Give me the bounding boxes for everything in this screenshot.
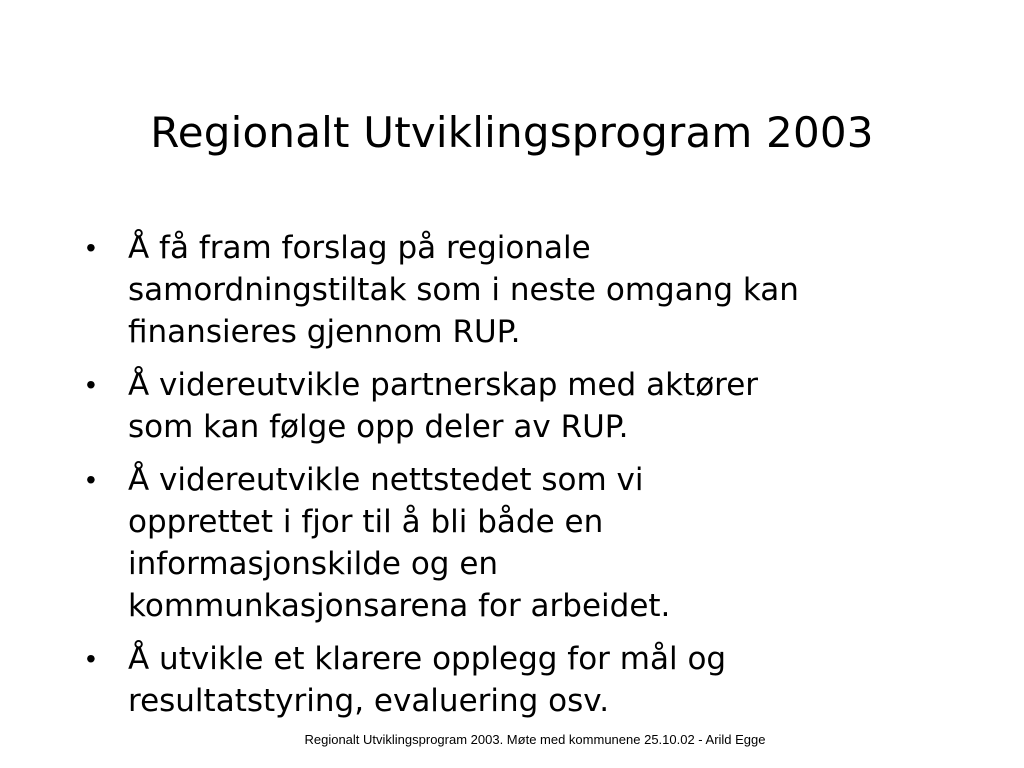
bullet-marker: • (86, 464, 96, 495)
bullet-line: Å videreutvikle nettstedet som vi (128, 462, 644, 498)
bullet-line: finansieres gjennom RUP. (128, 314, 521, 350)
bullet-item (86, 459, 926, 627)
bullet-list (86, 227, 926, 733)
bullet-line: Å videreutvikle partnerskap med aktører (128, 367, 759, 403)
slide-title: Regionalt Utviklingsprogram 2003 (150, 108, 874, 157)
bullet-line: som kan følge opp deler av RUP. (128, 409, 629, 445)
bullet-line: opprettet i fjor til å bli både en (128, 504, 604, 540)
bullet-item (86, 638, 926, 722)
bullet-line: Å utvikle et klarere opplegg for mål og (128, 641, 727, 677)
bullet-marker: • (86, 643, 96, 674)
bullet-marker: • (86, 232, 96, 263)
bullet-marker: • (86, 369, 96, 400)
bullet-line: Å få fram forslag på regionale (128, 230, 591, 266)
slide-footer: Regionalt Utviklingsprogram 2003. Møte med kommunene 25.10.02 - Arild Egge (304, 732, 766, 747)
bullet-item (86, 364, 926, 448)
bullet-line: kommunkasjonsarena for arbeidet. (128, 588, 671, 624)
bullet-line: resultatstyring, evaluering osv. (128, 683, 610, 719)
bullet-line: samordningstiltak som i neste omgang kan (128, 272, 799, 308)
bullet-item (86, 227, 926, 353)
bullet-line: informasjonskilde og en (128, 546, 499, 582)
